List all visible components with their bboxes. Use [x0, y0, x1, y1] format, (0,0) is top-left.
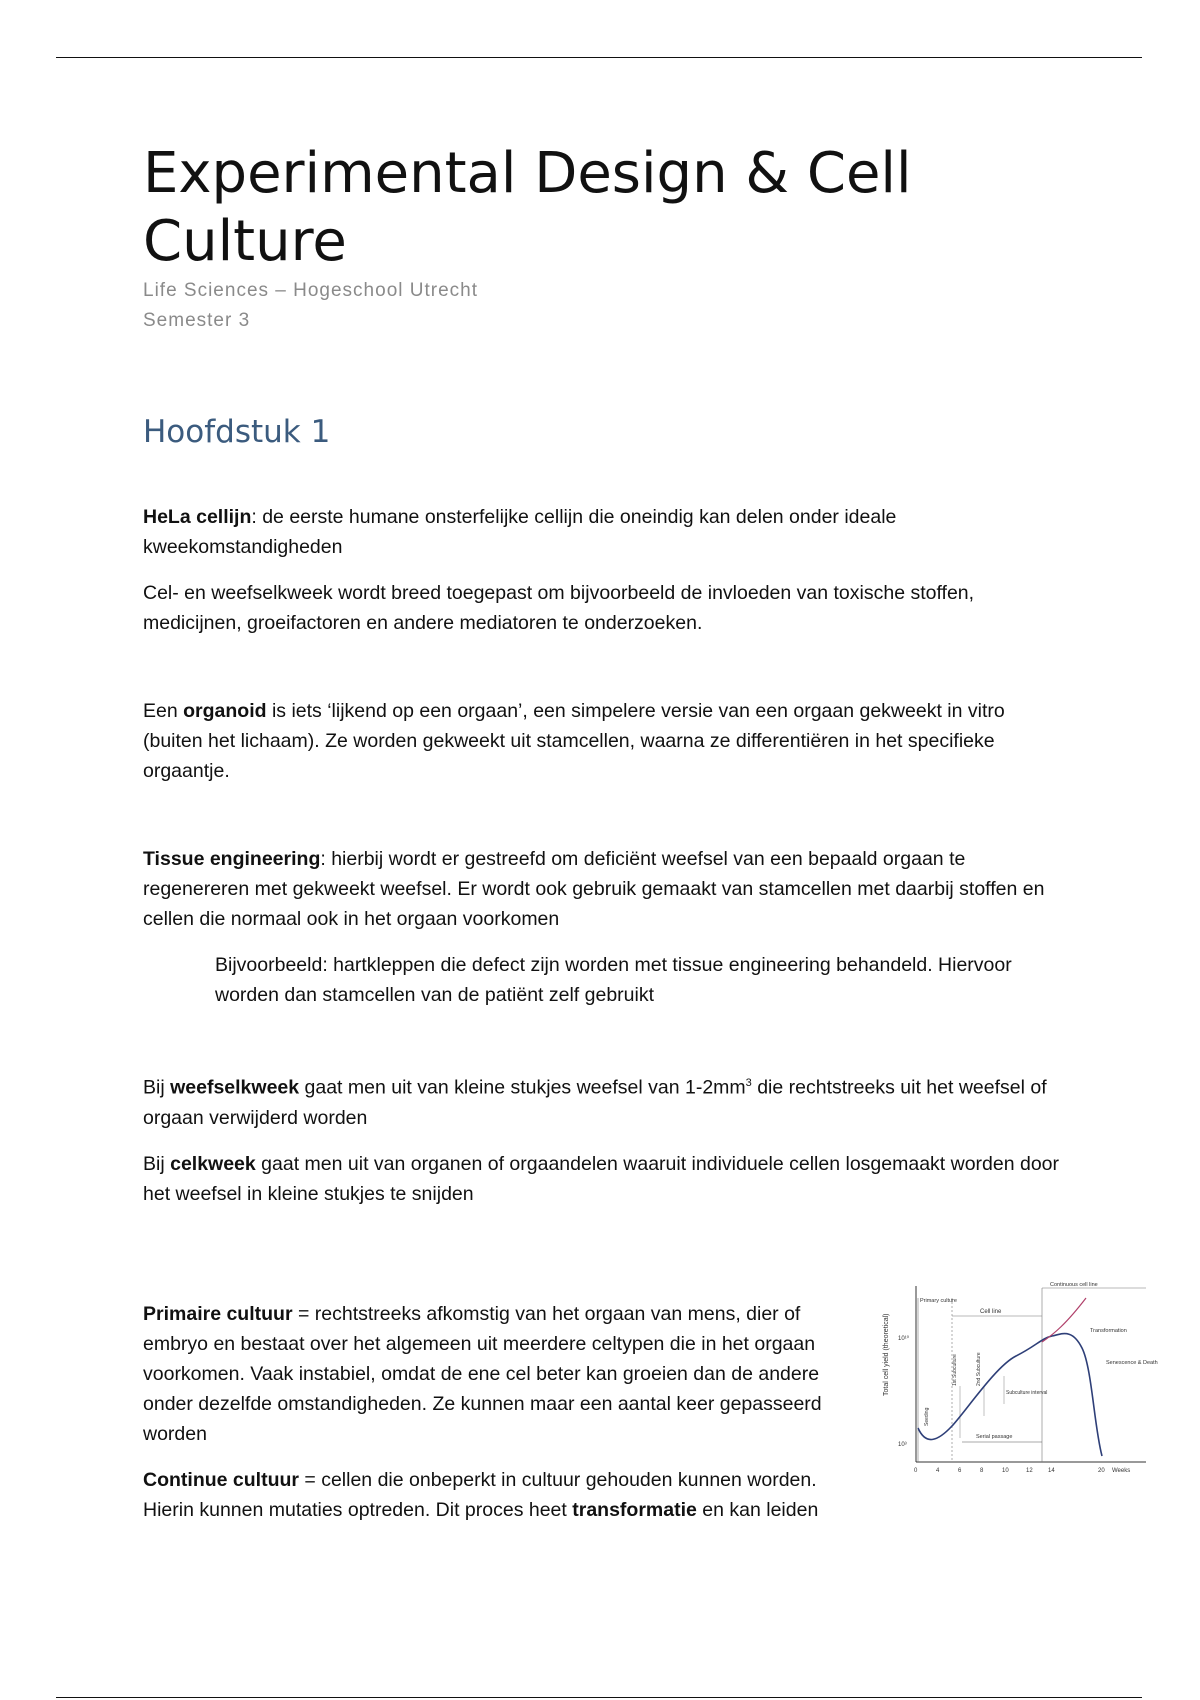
paragraph-continue-cultuur — [143, 1465, 863, 1525]
text-organoid-pre: Een — [143, 700, 184, 722]
x-tick-14: 14 — [1048, 1468, 1055, 1474]
label-primary-culture: Primary culture — [920, 1298, 957, 1304]
x-tick-12: 12 — [1026, 1468, 1033, 1474]
term-continue-cultuur: Continue cultuur — [143, 1468, 299, 1491]
x-tick-8: 8 — [980, 1468, 984, 1474]
label-senescence: Senescence & Death — [1106, 1360, 1158, 1366]
title-line-2: Culture — [143, 209, 347, 274]
text-continue-a: = cellen die onbeperkt in cultuur gehouden kunnen worden. Hierin kunnen mutaties optreden. Dit proces heet — [143, 1468, 817, 1521]
text-weefselkweek-a: gaat men uit van kleine stukjes weefsel van 1-2mm — [299, 1076, 746, 1099]
text-continue-b: en kan leiden — [696, 1498, 819, 1521]
text-celkweek: gaat men uit van organen of orgaandelen waaruit individuele cellen losgemaakt worden door het weefsel in kleine stukjes te snijden — [143, 1152, 1060, 1205]
superscript-3: 3 — [745, 1077, 752, 1089]
y-tick-low: 10³ — [898, 1442, 907, 1448]
label-cell-line: Cell line — [980, 1309, 1002, 1315]
term-organoid: organoid — [183, 700, 267, 722]
paragraph-primaire-cultuur — [143, 1299, 863, 1449]
subtitle-semester: Semester 3 — [143, 310, 251, 331]
term-hela: HeLa cellijn — [143, 506, 252, 528]
text-hela: : de eerste humane onsterfelijke cellijn die oneindig kan delen onder ideale kweekomstandigheden — [143, 506, 897, 558]
chapter-heading: Hoofdstuk 1 — [143, 414, 331, 450]
term-primaire-cultuur: Primaire cultuur — [143, 1302, 293, 1325]
paragraph-hela — [143, 502, 1063, 562]
paragraph-tissue-example: Bijvoorbeeld: hartkleppen die defect zijn worden met tissue engineering behandeld. Hiervoor worden dan stamcellen van de patiënt zelf gebruikt — [215, 954, 1012, 1006]
label-subculture-interval: Subculture interval — [1006, 1390, 1048, 1396]
x-tick-labels — [914, 1468, 1130, 1474]
growth-curve-diagram — [876, 1276, 1162, 1488]
label-serial-passage: Serial passage — [976, 1434, 1013, 1440]
x-tick-4: 4 — [936, 1468, 940, 1474]
text-weefselkweek-b: die rechtstreeks uit het weefsel of orgaan verwijderd worden — [143, 1076, 1047, 1129]
y-axis-label: Total cell yield (theoretical) — [883, 1313, 890, 1396]
label-continuous-cell-line: Continuous cell line — [1050, 1282, 1098, 1288]
paragraph-weefselkweek-intro: Cel- en weefselkweek wordt breed toegepast om bijvoorbeeld de invloeden van toxische stoffen, medicijnen, groeifactoren en andere mediatoren te onderzoeken. — [143, 582, 975, 634]
x-tick-0: 0 — [914, 1468, 918, 1474]
paragraph-weefselkweek — [143, 1068, 1063, 1133]
x-axis-unit: Weeks — [1112, 1468, 1131, 1474]
y-tick-high: 10¹⁰ — [898, 1336, 910, 1342]
term-transformatie: transformatie — [572, 1498, 697, 1521]
x-tick-20: 20 — [1098, 1468, 1105, 1474]
x-tick-6: 6 — [958, 1468, 962, 1474]
paragraph-organoid — [143, 696, 1063, 786]
header-rule — [56, 57, 1142, 58]
paragraph-celkweek — [143, 1149, 1063, 1209]
term-celkweek: celkweek — [170, 1152, 256, 1175]
label-1st-subculture: 1st Subculture — [952, 1354, 958, 1386]
text-celkweek-pre: Bij — [143, 1152, 171, 1175]
cell-growth-figure — [876, 1276, 1162, 1488]
text-primaire-cultuur: = rechtstreeks afkomstig van het orgaan van mens, dier of embryo en bestaat over het algemeen uit meerdere celtypen die in het orgaan voorkomen. Vaak instabiel, omdat de ene cel beter kan groeien dan de andere onder dezelfde omstandigheden. Ze kunnen maar een aantal keer gepasseerd worden — [143, 1302, 822, 1445]
term-weefselkweek: weefselkweek — [170, 1076, 300, 1099]
label-transformation: Transformation — [1090, 1328, 1127, 1334]
text-tissue-engineering: : hierbij wordt er gestreefd om deficiënt weefsel van een bepaald orgaan te regenereren met gekweekt weefsel. Er wordt ook gebruik gemaakt van stamcellen met daarbij stoffen en cellen die normaal ook in het orgaan voorkomen — [143, 848, 1045, 930]
paragraph-tissue-engineering — [143, 844, 1063, 934]
subtitle-institution: Life Sciences – Hogeschool Utrecht — [143, 280, 478, 301]
term-tissue-engineering: Tissue engineering — [143, 848, 321, 870]
label-seeding: Seeding — [924, 1407, 930, 1426]
document-title — [143, 140, 1063, 276]
text-organoid: is iets ‘lijkend op een orgaan’, een simpelere versie van een orgaan gekweekt in vitro (buiten het lichaam). Ze worden gekweekt uit stamcellen, waarna ze differentiëren in het specifieke orgaantje. — [143, 700, 1005, 782]
label-2nd-subculture: 2nd Subculture — [976, 1352, 982, 1386]
footer-rule — [56, 1697, 1142, 1698]
text-weefselkweek-pre: Bij — [143, 1076, 171, 1099]
transformation-curve — [1042, 1298, 1086, 1342]
x-tick-10: 10 — [1002, 1468, 1009, 1474]
title-line-1: Experimental Design & Cell — [143, 141, 912, 206]
